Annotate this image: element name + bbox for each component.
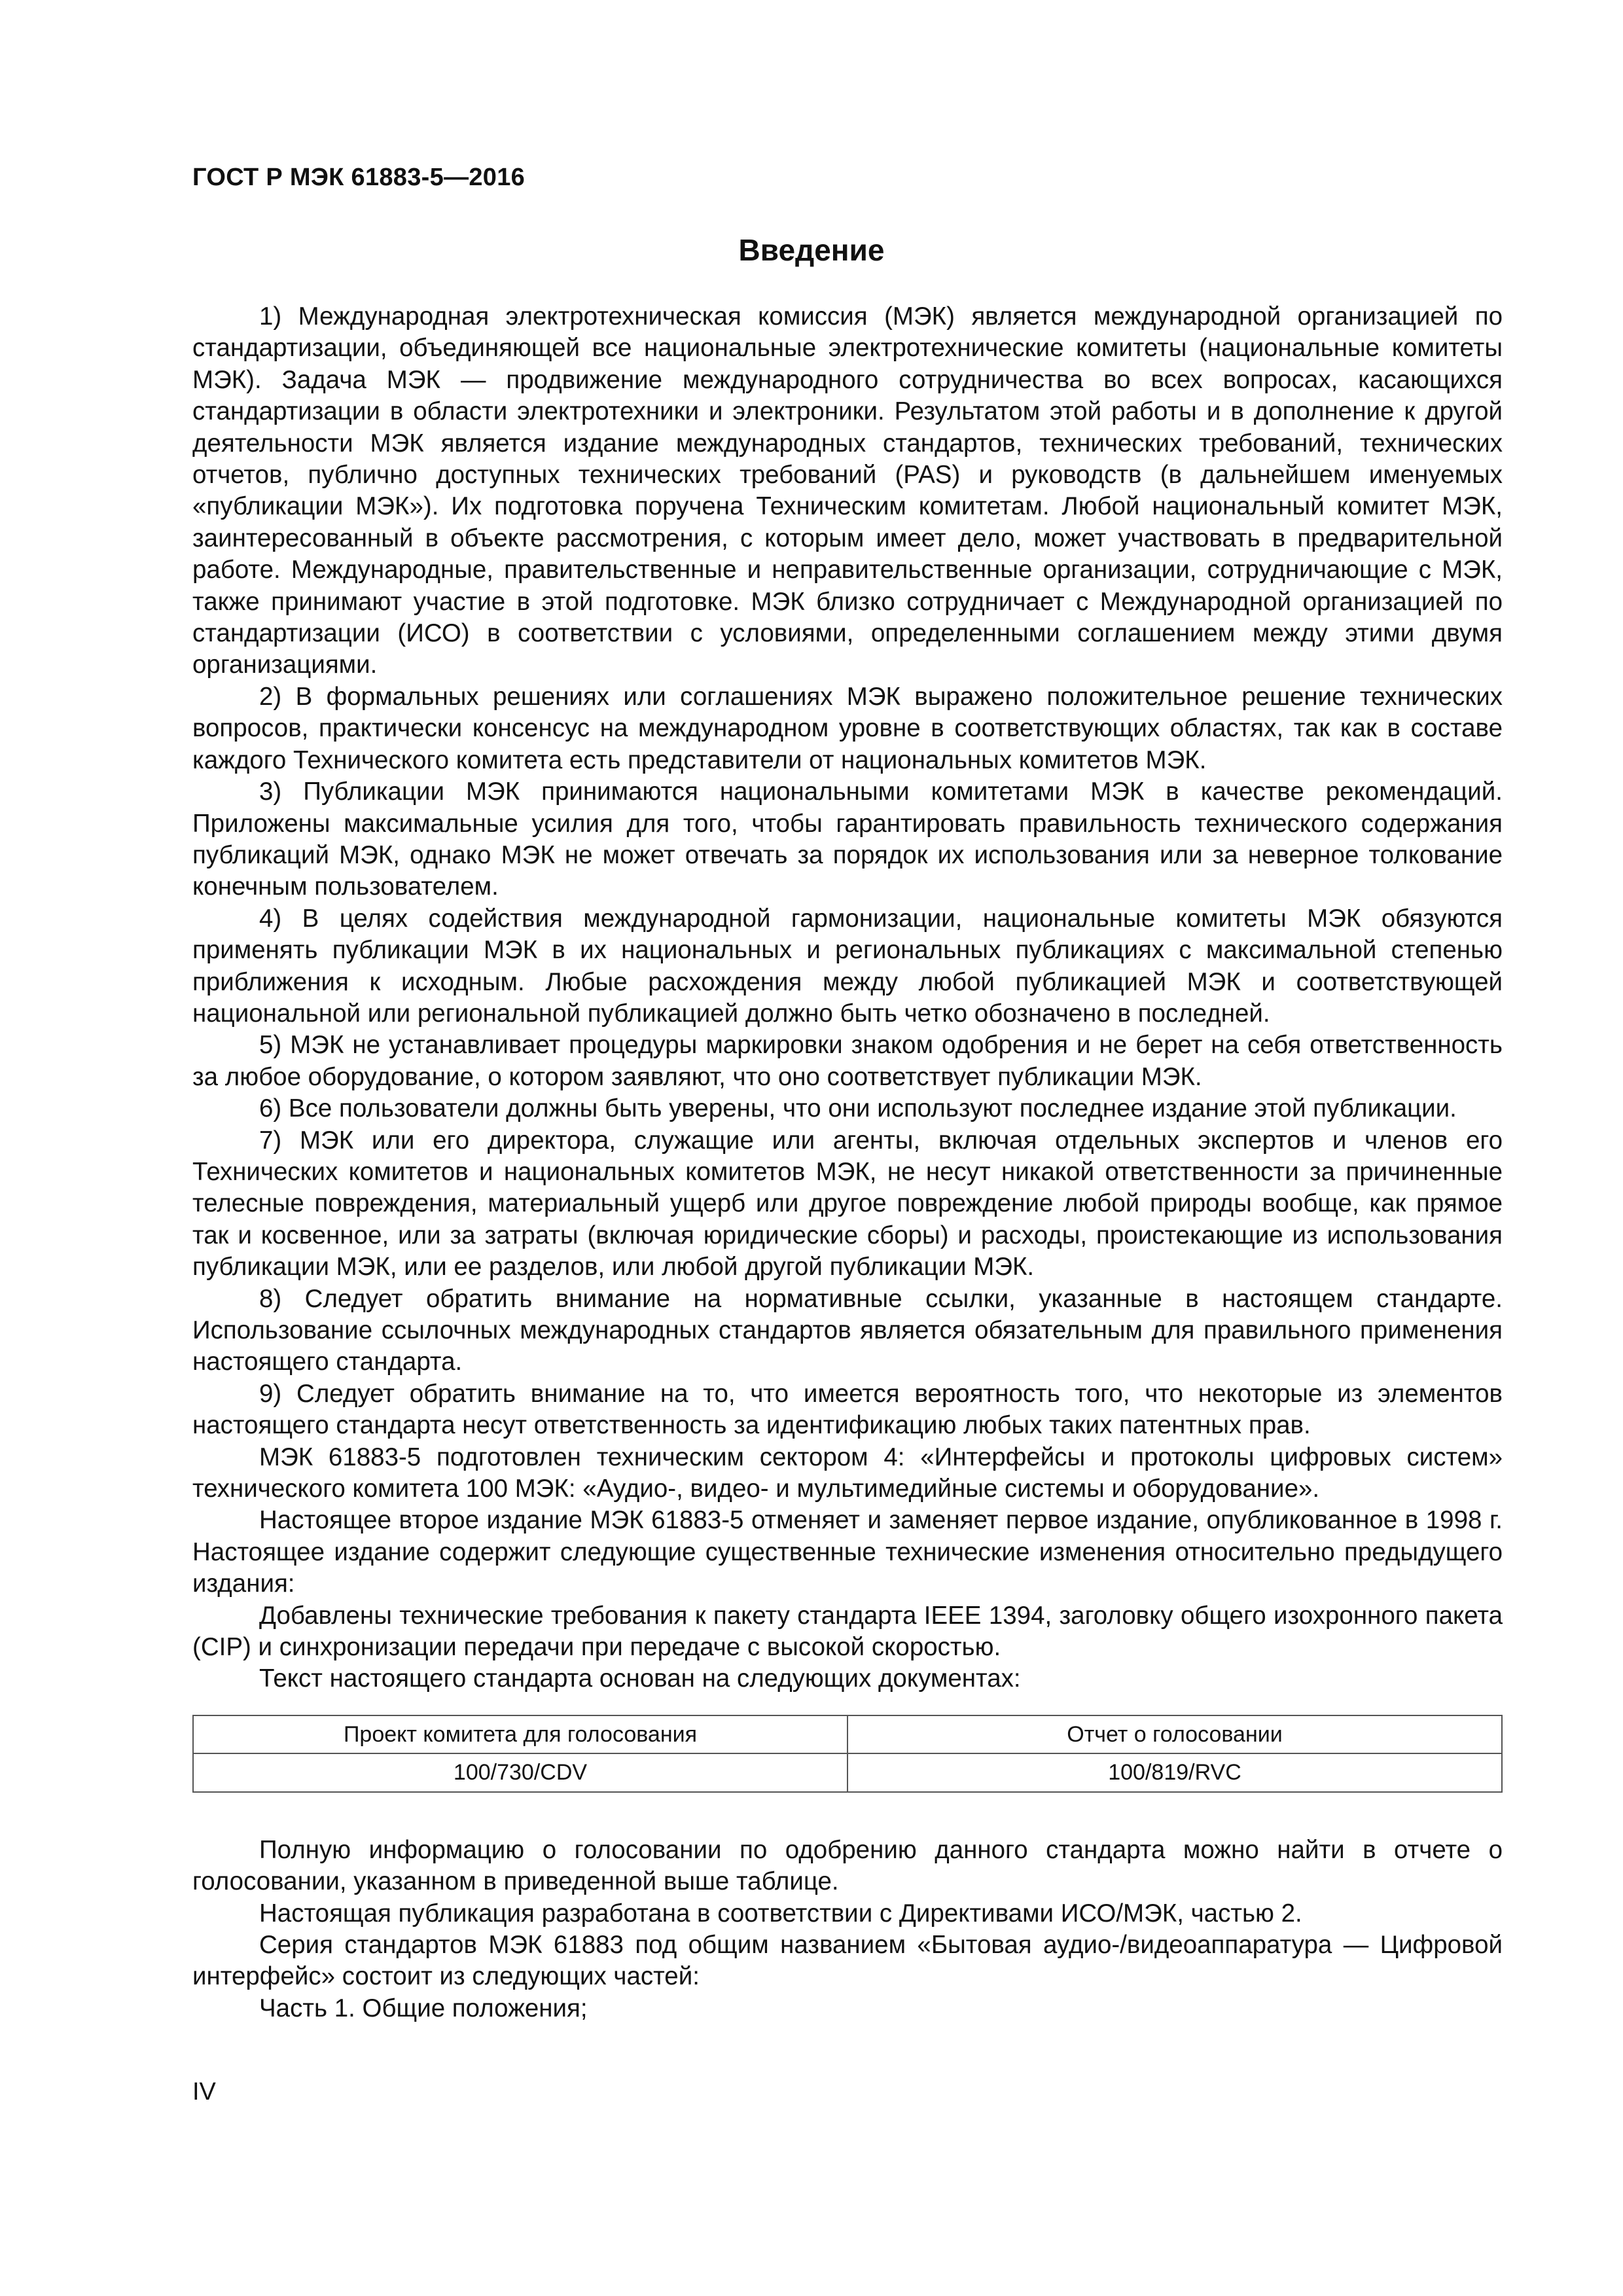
page-number: IV bbox=[192, 2078, 216, 2106]
document-header: ГОСТ Р МЭК 61883-5—2016 bbox=[192, 164, 526, 191]
paragraph-edition: Настоящее второе издание МЭК 61883-5 отменяет и заменяет первое издание, опубликованное в 1998 г. Настоящее издание содержит следующие существенные технические изменения относительно предыдущего издания: bbox=[192, 1506, 1503, 1598]
table-row bbox=[193, 1753, 1502, 1791]
paragraph-5: 5) МЭК не устанавливает процедуры маркировки знаком одобрения и не берет на себя ответственность за любое оборудование, о котором заявляют, что оно соответствует публикации МЭК. bbox=[192, 1031, 1503, 1091]
table-cell: 100/819/RVC bbox=[847, 1753, 1502, 1791]
paragraph-9: 9) Следует обратить внимание на то, что имеется вероятность того, что некоторые из элементов настоящего стандарта несут ответственность за идентификацию любых таких патентных прав. bbox=[192, 1379, 1503, 1440]
paragraph-4: 4) В целях содействия международной гармонизации, национальные комитеты МЭК обязуются применять публикации МЭК в их национальных и региональных публикациях с максимальной степенью приближения к исходным. Любые расхождения между любой публикацией МЭК и соответствующей национальной или региональной публикацией должно быть четко обозначено в последней. bbox=[192, 904, 1503, 1028]
paragraph-6: 6) Все пользователи должны быть уверены, что они используют последнее издание этой публикации. bbox=[259, 1094, 1457, 1123]
paragraph-2: 2) В формальных решениях или соглашениях МЭК выражено положительное решение технических вопросов, практически консенсус на международном уровне в соответствующих областях, так как в составе каждого Технического комитета есть представители от национальных комитетов МЭК. bbox=[192, 682, 1503, 774]
paragraph-directives: Настоящая публикация разработана в соответствии с Директивами ИСО/МЭК, частью 2. bbox=[259, 1899, 1302, 1928]
paragraph-1: 1) Международная электротехническая комиссия (МЭК) является международной организацией по стандартизации, объединяющей все национальные электротехнические комитеты (национальные комитеты МЭК). Задача МЭК — продвижение международного сотрудничества во всех вопросах, касающихся стандартизации в области электротехники и электроники. Результатом этой работы и в дополнение к другой деятельности МЭК является издание международных стандартов, технических требований, технических отчетов, публично доступных технических требований (PAS) и руководств (в дальнейшем именуемых «публикации МЭК»). Их подготовка поручена Техническим комитетам. Любой национальный комитет МЭК, заинтересованный в объекте рассмотрения, с которым имеет дело, может участвовать в предварительной работе. Международные, правительственные и неправительственные организации, сотрудничающие с МЭК, также принимают участие в этой подготовке. МЭК близко сотрудничает с Международной организацией по стандартизации (ИСО) в соответствии с условиями, определенными соглашением между этими двумя организациями. bbox=[192, 302, 1503, 679]
paragraph-3: 3) Публикации МЭК принимаются национальными комитетами МЭК в качестве рекомендаций. Приложены максимальные усилия для того, чтобы гарантировать правильность технического содержания публикаций МЭК, однако МЭК не может отвечать за порядок их использования или за неверное толкование конечным пользователем. bbox=[192, 778, 1503, 901]
paragraph-part-1: Часть 1. Общие положения; bbox=[259, 1994, 588, 2022]
paragraph-changes: Добавлены технические требования к пакету стандарта IEEE 1394, заголовку общего изохронного пакета (CIP) и синхронизации передачи при передаче с высокой скоростью. bbox=[192, 1601, 1503, 1662]
paragraph-tc-info: МЭК 61883-5 подготовлен техническим сектором 4: «Интерфейсы и протоколы цифровых систем» технического комитета 100 МЭК: «Аудио-, видео- и мультимедийные системы и оборудование». bbox=[192, 1443, 1503, 1503]
table-header-cell: Отчет о голосовании bbox=[847, 1715, 1502, 1753]
paragraph-8: 8) Следует обратить внимание на нормативные ссылки, указанные в настоящем стандарте. Использование ссылочных международных стандартов является обязательным для правильного применения настоящего стандарта. bbox=[192, 1284, 1503, 1376]
paragraph-documents-intro: Текст настоящего стандарта основан на следующих документах: bbox=[259, 1664, 1021, 1693]
main-content bbox=[192, 301, 1503, 2024]
table-header-cell: Проект комитета для голосования bbox=[193, 1715, 847, 1753]
table-header-row bbox=[193, 1715, 1502, 1753]
post-table-text bbox=[192, 1835, 1503, 2024]
voting-table bbox=[192, 1715, 1503, 1793]
paragraph-voting-info: Полную информацию о голосовании по одобрению данного стандарта можно найти в отчете о голосовании, указанном в приведенной выше таблице. bbox=[192, 1835, 1503, 1896]
section-title: Введение bbox=[738, 233, 885, 267]
table-cell: 100/730/CDV bbox=[193, 1753, 847, 1791]
paragraph-series: Серия стандартов МЭК 61883 под общим названием «Бытовая аудио-/видеоаппаратура — Цифровой интерфейс» состоит из следующих частей: bbox=[192, 1930, 1503, 1991]
paragraph-7: 7) МЭК или его директора, служащие или агенты, включая отдельных экспертов и членов его Технических комитетов и национальных комитетов МЭК, не несут никакой ответственности за причиненные телесные повреждения, материальный ущерб или другое повреждение любой природы вообще, как прямое так и косвенное, или за затраты (включая юридические сборы) и расходы, проистекающие из использования публикации МЭК, или ее разделов, или любой другой публикации МЭК. bbox=[192, 1126, 1503, 1282]
